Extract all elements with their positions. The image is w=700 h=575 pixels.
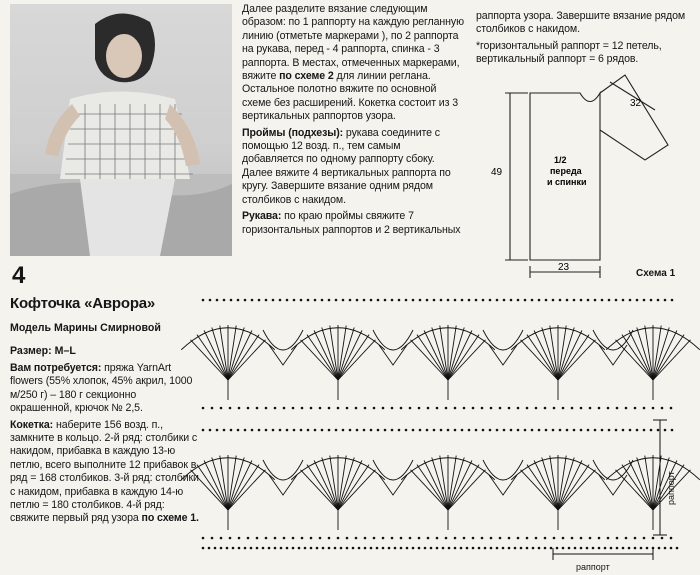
photo-illustration bbox=[10, 4, 232, 256]
intro-rest: для линии реглана. Остальное полотно вяжите по основной схеме без расширений. Кокетка состоит из 3 вертикальных раппортов узора. bbox=[242, 70, 459, 123]
rapport-side-label: раппорт bbox=[666, 471, 676, 505]
dim-sleeve: 32 bbox=[630, 98, 642, 109]
right-column bbox=[476, 10, 690, 70]
gauge-text: *горизонтальный раппорт = 12 петель, вертикальный раппорт = 6 рядов. bbox=[476, 39, 662, 66]
intro-bold: по схеме 2 bbox=[279, 70, 334, 83]
intro-paragraph bbox=[242, 3, 464, 124]
half-label-2: переда bbox=[550, 166, 582, 176]
pattern-title: Кофточка «Аврора» bbox=[10, 295, 156, 312]
intro-column bbox=[242, 3, 464, 240]
materials-label: Вам потребуется: bbox=[10, 362, 102, 374]
half-label-1: 1/2 bbox=[554, 155, 567, 165]
sleeves-label: Рукава: bbox=[242, 210, 282, 223]
dim-width: 23 bbox=[558, 262, 570, 273]
right-text: раппорта узора. Завершите вязание рядом столбиков с накидом. bbox=[476, 10, 686, 36]
pattern-number: 4 bbox=[12, 262, 26, 289]
model-photo bbox=[10, 4, 232, 256]
size-label: Размер: M–L bbox=[10, 345, 76, 357]
half-label-3: и спинки bbox=[547, 177, 587, 187]
garment-diagram bbox=[491, 70, 680, 273]
armholes-text: рукава соедините с помощью 12 возд. п., тем самым добавляется по одному раппорту сбоку. Далее вяжите 4 вертикальных раппорта по кругу. Завершите вязание одним рядом столбиков с накидом. bbox=[242, 126, 451, 206]
rapport-bottom-label: раппорт bbox=[576, 562, 610, 572]
armholes-paragraph bbox=[242, 127, 464, 207]
yoke-end: по схеме 1. bbox=[141, 512, 199, 525]
intro-text: Далее разделите вязание следующим образом: по 1 раппорту на каждую регланную линию (отметьте маркерами ), по 2 раппорта на рукава, перед - 4 раппорта, спинка - 3 раппорта. В местах, отмеченных маркерами, вяжите bbox=[242, 3, 464, 83]
yoke-text: наберите 156 возд. п., замкните в кольцо. 2-й ряд: столбики с накидом, прибавка в каждую 13-ю петлю, всего выполните 12 прибавок в ряд = 168 столбиков. 3-й ряд: столбики с накидом, прибавка в каждую 14-ю петлю = 180 столбиков. 4-й ряд: свяжите первый ряд узора bbox=[10, 418, 199, 525]
materials-column bbox=[10, 362, 200, 529]
dim-height: 49 bbox=[491, 167, 503, 178]
materials-text: пряжа YarnArt flowers (55% хлопок, 45% акрил, 1000 м/250 г) – 180 г секционно окрашенной, крючок № 2,5. bbox=[10, 362, 193, 415]
yoke-paragraph bbox=[10, 419, 200, 526]
designer: Модель Марины Смирновой bbox=[10, 322, 161, 334]
armholes-label: Проймы (подхезы): bbox=[242, 126, 344, 139]
yoke-label: Кокетка: bbox=[10, 418, 54, 431]
sleeves-text: по краю проймы свяжите 7 горизонтальных раппортов и 2 вертикальных bbox=[242, 210, 461, 236]
scheme-label: Схема 1 bbox=[636, 268, 676, 279]
sleeves-paragraph bbox=[242, 210, 464, 237]
crochet-chart bbox=[198, 280, 688, 570]
materials-paragraph bbox=[10, 362, 200, 416]
